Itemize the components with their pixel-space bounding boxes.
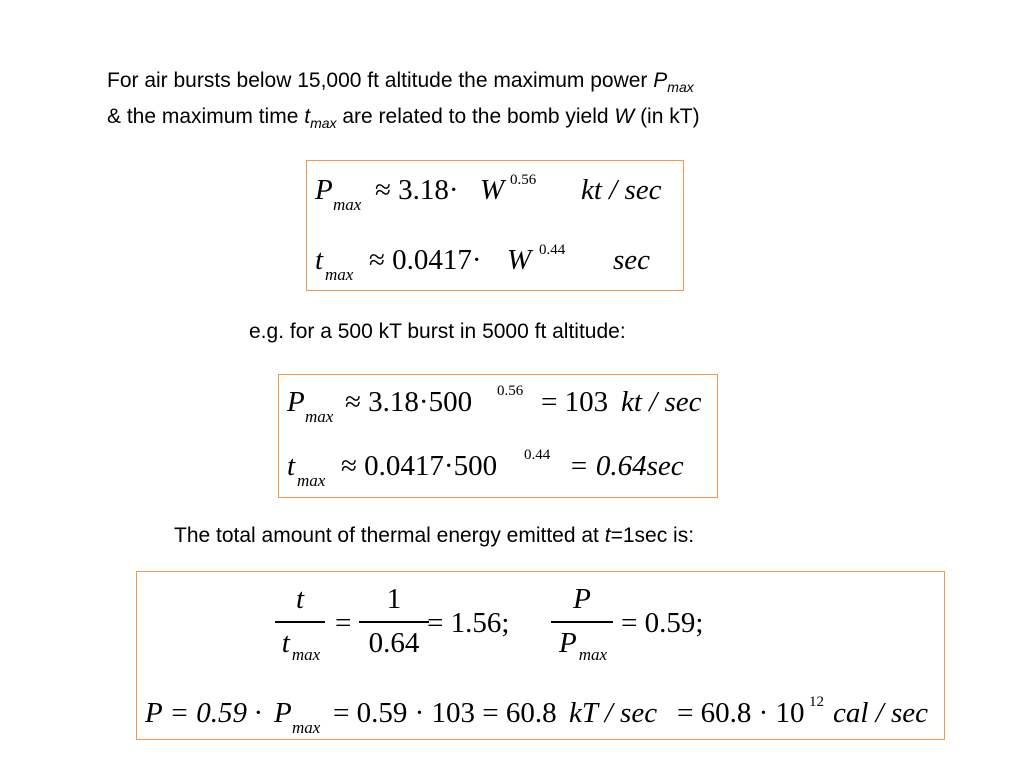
intro-symbol-t: t	[304, 105, 311, 128]
fraction-p-over-pmax	[551, 578, 613, 668]
frac1-den-symbol: t	[281, 627, 290, 659]
ex-pmax-subscript: max	[305, 407, 334, 426]
energy-calc: = 0.59 · 103 = 60.8	[333, 697, 557, 729]
intro-symbol-w: W	[614, 105, 635, 128]
fraction-1-over-064	[359, 578, 429, 668]
frac3-result: = 0.59;	[621, 607, 704, 639]
frac1-denominator	[275, 626, 325, 664]
intro-subscript-max-2: max	[310, 115, 337, 131]
frac2-result: = 1.56;	[427, 607, 510, 639]
tmax-yield-var: W	[507, 244, 532, 276]
ex-tmax-expr: ≈ 0.0417·500	[341, 450, 498, 482]
ex-tmax-symbol: t	[287, 450, 296, 482]
ex-pmax-unit: kt / sec	[621, 386, 702, 418]
tmax-unit: sec	[613, 244, 651, 276]
formula-pmax	[307, 171, 683, 221]
ex-pmax-expr: ≈ 3.18·500	[345, 386, 473, 418]
ex-pmax-symbol: P	[287, 386, 305, 418]
total-energy-text	[174, 519, 694, 553]
energy-unit-cal: cal / sec	[833, 697, 929, 729]
ex-pmax-result: = 103	[541, 386, 609, 418]
ex-pmax-exponent: 0.56	[497, 383, 524, 399]
frac3-numerator: P	[573, 583, 591, 615]
energy-result-line	[137, 696, 944, 746]
intro-subscript-max: max	[667, 79, 694, 95]
intro-text-2c: (in kT)	[640, 105, 700, 128]
example-pmax	[279, 385, 717, 435]
energy-exponent: 12	[809, 694, 824, 710]
intro-text-2b: are related to the bomb yield	[342, 105, 609, 128]
fraction-t-over-tmax	[275, 578, 325, 668]
pmax-yield-var: W	[480, 174, 505, 206]
intro-line-2	[107, 100, 700, 134]
frac3-den-subscript: max	[578, 645, 608, 664]
ex-tmax-subscript: max	[297, 471, 326, 490]
total-symbol-t: t	[604, 524, 611, 547]
energy-pmax-subscript: max	[292, 718, 321, 737]
energy-conversion: = 60.8 · 10	[677, 697, 805, 729]
frac1-numerator: t	[295, 583, 305, 615]
frac2-bar	[359, 621, 429, 623]
frac3-denominator	[551, 626, 613, 664]
frac1-den-subscript: max	[291, 645, 321, 664]
intro-text-1: For air bursts below 15,000 ft altitude the maximum power	[107, 69, 648, 92]
ex-tmax-result: = 0.64sec	[569, 450, 684, 482]
ex-tmax-exponent: 0.44	[524, 447, 551, 463]
example-tmax	[279, 449, 717, 499]
intro-text-2a: & the maximum time	[107, 105, 299, 128]
tmax-coefficient: ≈ 0.0417·	[369, 244, 482, 276]
frac2-denominator: 0.64	[368, 627, 420, 659]
formula-box-general	[306, 160, 684, 291]
pmax-symbol: P	[315, 174, 333, 206]
energy-p-eq: P = 0.59 ·	[145, 697, 262, 729]
total-text-b: =1sec is:	[610, 524, 695, 547]
intro-symbol-p: P	[653, 69, 668, 92]
total-text-a: The total amount of thermal energy emitted at	[174, 524, 599, 547]
pmax-subscript: max	[333, 195, 362, 214]
formula-box-example	[278, 374, 718, 498]
frac1-equals: =	[335, 607, 352, 639]
pmax-exponent: 0.56	[510, 172, 537, 188]
pmax-coefficient: ≈ 3.18·	[375, 174, 459, 206]
tmax-subscript: max	[325, 265, 354, 284]
energy-pmax-symbol: P	[274, 697, 292, 729]
frac3-den-symbol: P	[558, 627, 577, 659]
intro-line-1	[107, 64, 694, 98]
pmax-unit: kt / sec	[581, 174, 662, 206]
frac3-bar	[551, 621, 613, 623]
tmax-symbol: t	[315, 244, 324, 276]
frac1-bar	[275, 621, 325, 623]
tmax-exponent: 0.44	[539, 242, 566, 258]
formula-box-energy	[136, 571, 945, 740]
formula-tmax	[307, 241, 683, 291]
example-text: e.g. for a 500 kT burst in 5000 ft altitude:	[249, 320, 626, 343]
frac2-numerator: 1	[386, 583, 402, 615]
energy-unit-kt: kT / sec	[569, 697, 658, 729]
